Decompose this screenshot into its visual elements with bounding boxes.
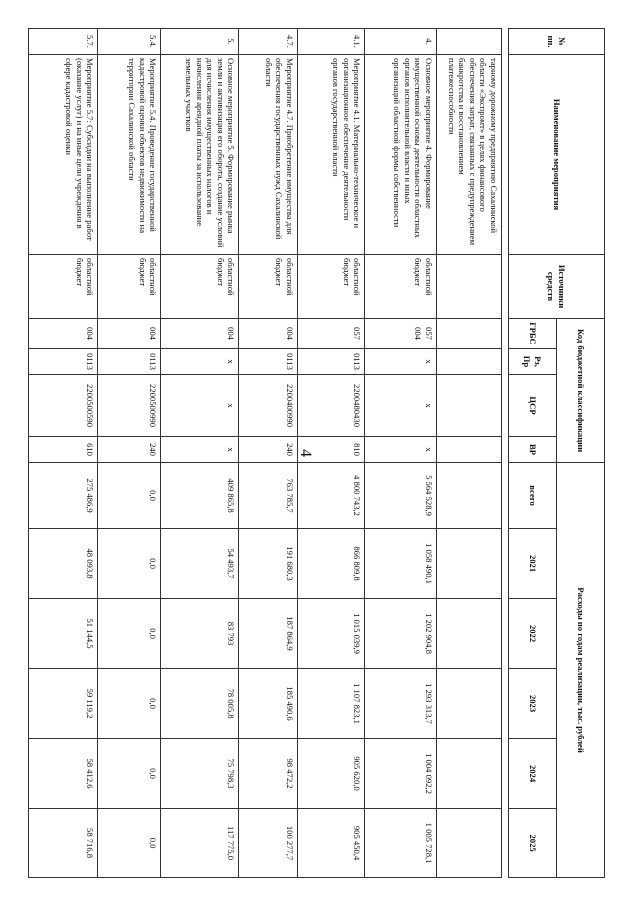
cell-2021: 48 093,8 (29, 529, 98, 599)
cell-2023: 185 490,6 (239, 669, 298, 739)
cell-2022: 1 015 039,9 (297, 599, 364, 669)
cell-name: Мероприятие 5.4. Проведение государственной кадастровой оценки объектов недвижимости на территории Сахалинской области (98, 55, 161, 255)
cell-2025: 58 716,8 (29, 809, 98, 878)
cell-grbs: 004 (98, 319, 161, 349)
cell-grbs: 057 (297, 319, 364, 349)
cell-num (436, 29, 501, 55)
header-rzpr: Рз, Пр (509, 349, 557, 375)
cell-2021: 191 680,3 (239, 529, 298, 599)
cell-vr: x (161, 437, 239, 463)
cell-2024: 0,0 (98, 739, 161, 809)
cell-rzpr: x (365, 349, 436, 375)
cell-2025 (436, 809, 501, 878)
cell-source: областной бюджет (297, 255, 364, 319)
page-number: 4 (297, 449, 314, 457)
cell-2021 (436, 529, 501, 599)
table-row (365, 29, 436, 878)
cell-source: областной бюджет (239, 255, 298, 319)
cell-2022: 83 793 (161, 599, 239, 669)
cell-vr (436, 437, 501, 463)
cell-source: областной бюджет (29, 255, 98, 319)
cell-name: Мероприятие 4.1. Материально-техническое и организационное обеспечение деятельности органов государственной власти (297, 55, 364, 255)
cell-source (436, 255, 501, 319)
header-gap (501, 29, 508, 878)
cell-csr: x (365, 375, 436, 437)
cell-name: тарному дорожному предприятию Сахалинской области «Экспромт» в целях финансового обеспечения затрат, связанных с предупреждением банкротства и восстановлением платежеспособности (436, 55, 501, 255)
cell-2025: 1 005 728,1 (365, 809, 436, 878)
cell-2022: 187 864,9 (239, 599, 298, 669)
header-total: всего (509, 463, 557, 529)
cell-2024: 905 620,0 (297, 739, 364, 809)
cell-csr: 2200500590 (29, 375, 98, 437)
header-year-2023: 2023 (509, 669, 557, 739)
cell-source: областной бюджет (365, 255, 436, 319)
table-row (98, 29, 161, 878)
header-source: Источники средств (509, 255, 605, 319)
cell-2021: 54 493,7 (161, 529, 239, 599)
cell-total (436, 463, 501, 529)
header-expenses: Расходы по годам реализации, тыс. рублей (557, 463, 605, 878)
cell-grbs: 004 (239, 319, 298, 349)
cell-2021: 866 809,8 (297, 529, 364, 599)
header-grbs: ГРБС (509, 319, 557, 349)
cell-2021: 1 058 490,1 (365, 529, 436, 599)
cell-total: 5 564 528,9 (365, 463, 436, 529)
cell-total: 0,0 (98, 463, 161, 529)
cell-vr: 240 (239, 437, 298, 463)
header-year-2025: 2025 (509, 809, 557, 878)
cell-grbs: 004 (161, 319, 239, 349)
cell-2022: 0,0 (98, 599, 161, 669)
cell-2025: 0,0 (98, 809, 161, 878)
cell-num: 5. (161, 29, 239, 55)
cell-2023 (436, 669, 501, 739)
cell-vr: x (365, 437, 436, 463)
cell-2024 (436, 739, 501, 809)
cell-2023: 1 293 313,7 (365, 669, 436, 739)
cell-num: 4. (365, 29, 436, 55)
cell-rzpr (436, 349, 501, 375)
cell-2023: 59 119,2 (29, 669, 98, 739)
cell-total: 763 785,7 (239, 463, 298, 529)
cell-2021: 0,0 (98, 529, 161, 599)
header-name: Наименование мероприятия (509, 55, 605, 255)
cell-rzpr: 0113 (98, 349, 161, 375)
cell-2024: 58 412,6 (29, 739, 98, 809)
cell-num: 4.1. (297, 29, 364, 55)
cell-2025: 117 775,0 (161, 809, 239, 878)
cell-2022 (436, 599, 501, 669)
cell-2025: 100 277,7 (239, 809, 298, 878)
cell-2024: 1 004 092,2 (365, 739, 436, 809)
cell-name: Основное мероприятие 5. Формирование рынка земли и активизация его оборота, создание условий для исчисления имущественных налогов и начисления арендной платы за использование земельных участков (161, 55, 239, 255)
cell-rzpr: 0113 (29, 349, 98, 375)
program-expenses-table (28, 28, 605, 878)
cell-2025: 905 450,4 (297, 809, 364, 878)
cell-2022: 51 144,5 (29, 599, 98, 669)
cell-rzpr: 0113 (239, 349, 298, 375)
cell-csr: 2200500990 (98, 375, 161, 437)
cell-source: областной бюджет (98, 255, 161, 319)
rotated-table-container (28, 28, 605, 877)
cell-2022: 1 202 904,8 (365, 599, 436, 669)
cell-total: 275 486,9 (29, 463, 98, 529)
gap-cell (501, 29, 508, 878)
cell-name: Мероприятие 5.7: Субсидии на выполнение работ (оказание услуг) и на иные цели учреждения в сфере кадастровой оценки (29, 55, 98, 255)
cell-vr: 240 (98, 437, 161, 463)
table-row (29, 29, 98, 878)
table-row (297, 29, 364, 878)
header-num: № пп. (509, 29, 605, 55)
cell-2023: 0,0 (98, 669, 161, 739)
cell-vr: 610 (29, 437, 98, 463)
cell-rzpr: x (161, 349, 239, 375)
table-row (161, 29, 239, 878)
header-year-2021: 2021 (509, 529, 557, 599)
table-row (436, 29, 501, 878)
table-row (239, 29, 298, 878)
cell-name: Основное мероприятие 4. Формирование имущественной основы деятельности областных органов исполнительной власти и иных организаций областной формы собственности (365, 55, 436, 255)
header-year-2022: 2022 (509, 599, 557, 669)
cell-num: 4.7. (239, 29, 298, 55)
document-page (28, 28, 605, 877)
cell-2023: 78 005,8 (161, 669, 239, 739)
cell-2023: 1 107 823,1 (297, 669, 364, 739)
cell-vr: 810 (297, 437, 364, 463)
cell-name: Мероприятие 4.7. Приобретение имущества для обеспечения государственных нужд Сахалинской области (239, 55, 298, 255)
cell-grbs: 004 (29, 319, 98, 349)
cell-grbs (436, 319, 501, 349)
cell-csr (436, 375, 501, 437)
header-year-2024: 2024 (509, 739, 557, 809)
cell-2024: 98 472,2 (239, 739, 298, 809)
header-csr: ЦСР (509, 375, 557, 437)
header-vr: ВР (509, 437, 557, 463)
cell-csr: x (161, 375, 239, 437)
cell-source: областной бюджет (161, 255, 239, 319)
cell-csr: 2200400990 (239, 375, 298, 437)
cell-total: 409 865,8 (161, 463, 239, 529)
cell-rzpr: 0113 (297, 349, 364, 375)
cell-2024: 75 798,3 (161, 739, 239, 809)
cell-num: 5.7. (29, 29, 98, 55)
cell-csr: 2200480430 (297, 375, 364, 437)
cell-total: 4 800 743,2 (297, 463, 364, 529)
cell-num: 5.4. (98, 29, 161, 55)
cell-grbs: 057 004 (365, 319, 436, 349)
header-budget-code: Код бюджетной классификации (557, 319, 605, 463)
